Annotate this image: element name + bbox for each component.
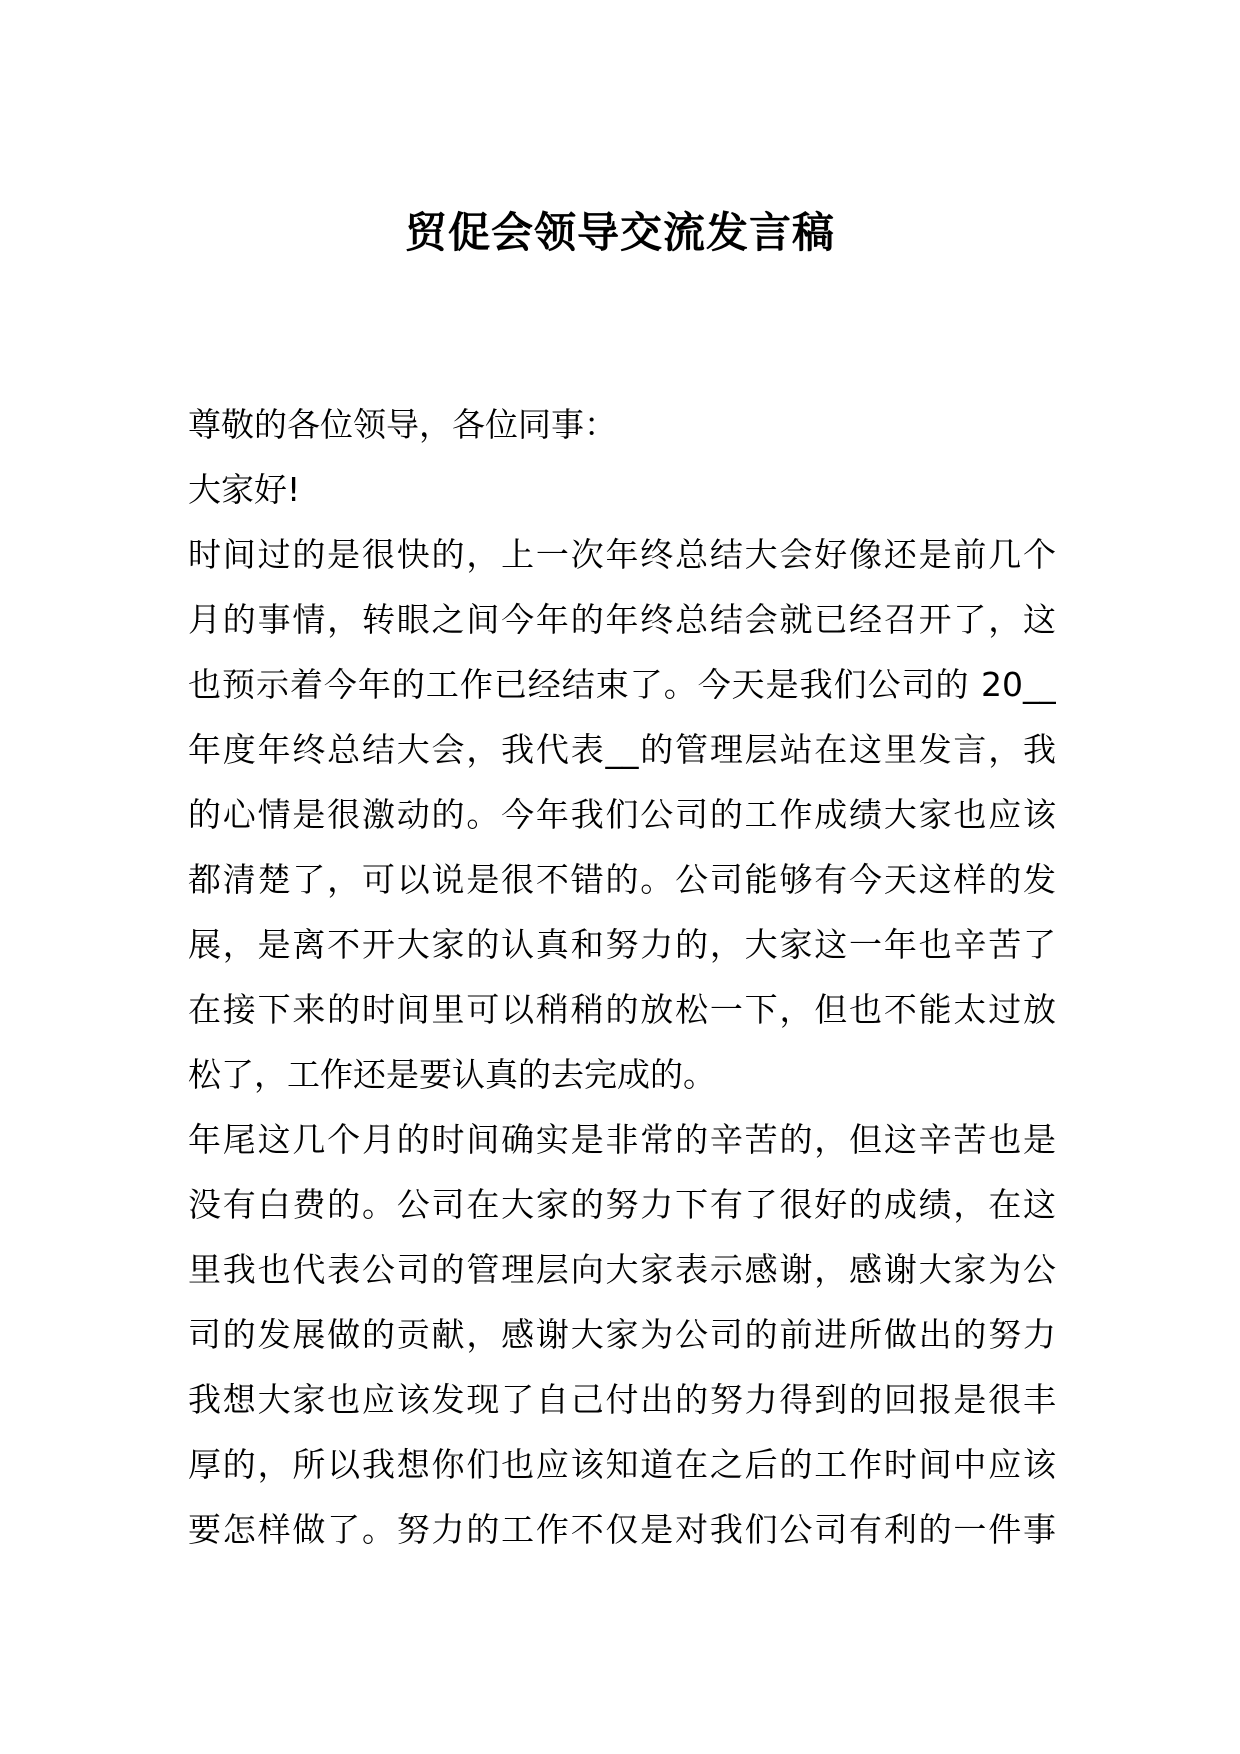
body-line: 展，是离不开大家的认真和努力的，大家这一年也辛苦了 xyxy=(188,925,1056,964)
body-line: 在接下来的时间里可以稍稍的放松一下，但也不能太过放 xyxy=(188,990,1056,1029)
body-line: 年尾这几个月的时间确实是非常的辛苦的，但这辛苦也是 xyxy=(188,1120,1056,1159)
body-line: 厚的，所以我想你们也应该知道在之后的工作时间中应该 xyxy=(188,1445,1056,1484)
body-line: 我想大家也应该发现了自己付出的努力得到的回报是很丰 xyxy=(188,1380,1056,1419)
body-line: 要怎样做了。努力的工作不仅是对我们公司有利的一件事 xyxy=(188,1510,1056,1549)
body-line: 司的发展做的贡献，感谢大家为公司的前进所做出的努力 xyxy=(188,1315,1056,1354)
document-body xyxy=(188,392,1056,1562)
body-line: 月的事情，转眼之间今年的年终总结会就已经召开了，这 xyxy=(188,600,1056,639)
document-title: 贸促会领导交流发言稿 xyxy=(404,208,835,257)
body-line: 里我也代表公司的管理层向大家表示感谢，感谢大家为公 xyxy=(188,1250,1056,1289)
body-line: 的心情是很激动的。今年我们公司的工作成绩大家也应该 xyxy=(188,795,1056,834)
body-line: 也预示着今年的工作已经结束了。今天是我们公司的 20__ xyxy=(188,665,1056,704)
greeting-line: 大家好! xyxy=(188,470,301,509)
body-line: 都清楚了，可以说是很不错的。公司能够有今天这样的发 xyxy=(188,860,1056,899)
salutation-line: 尊敬的各位领导，各位同事： xyxy=(188,405,617,444)
body-line: 松了，工作还是要认真的去完成的。 xyxy=(188,1055,716,1094)
body-line: 时间过的是很快的，上一次年终总结大会好像还是前几个 xyxy=(188,535,1056,574)
body-line: 年度年终总结大会，我代表__的管理层站在这里发言，我 xyxy=(188,730,1056,769)
body-line: 没有白费的。公司在大家的努力下有了很好的成绩，在这 xyxy=(188,1185,1056,1224)
